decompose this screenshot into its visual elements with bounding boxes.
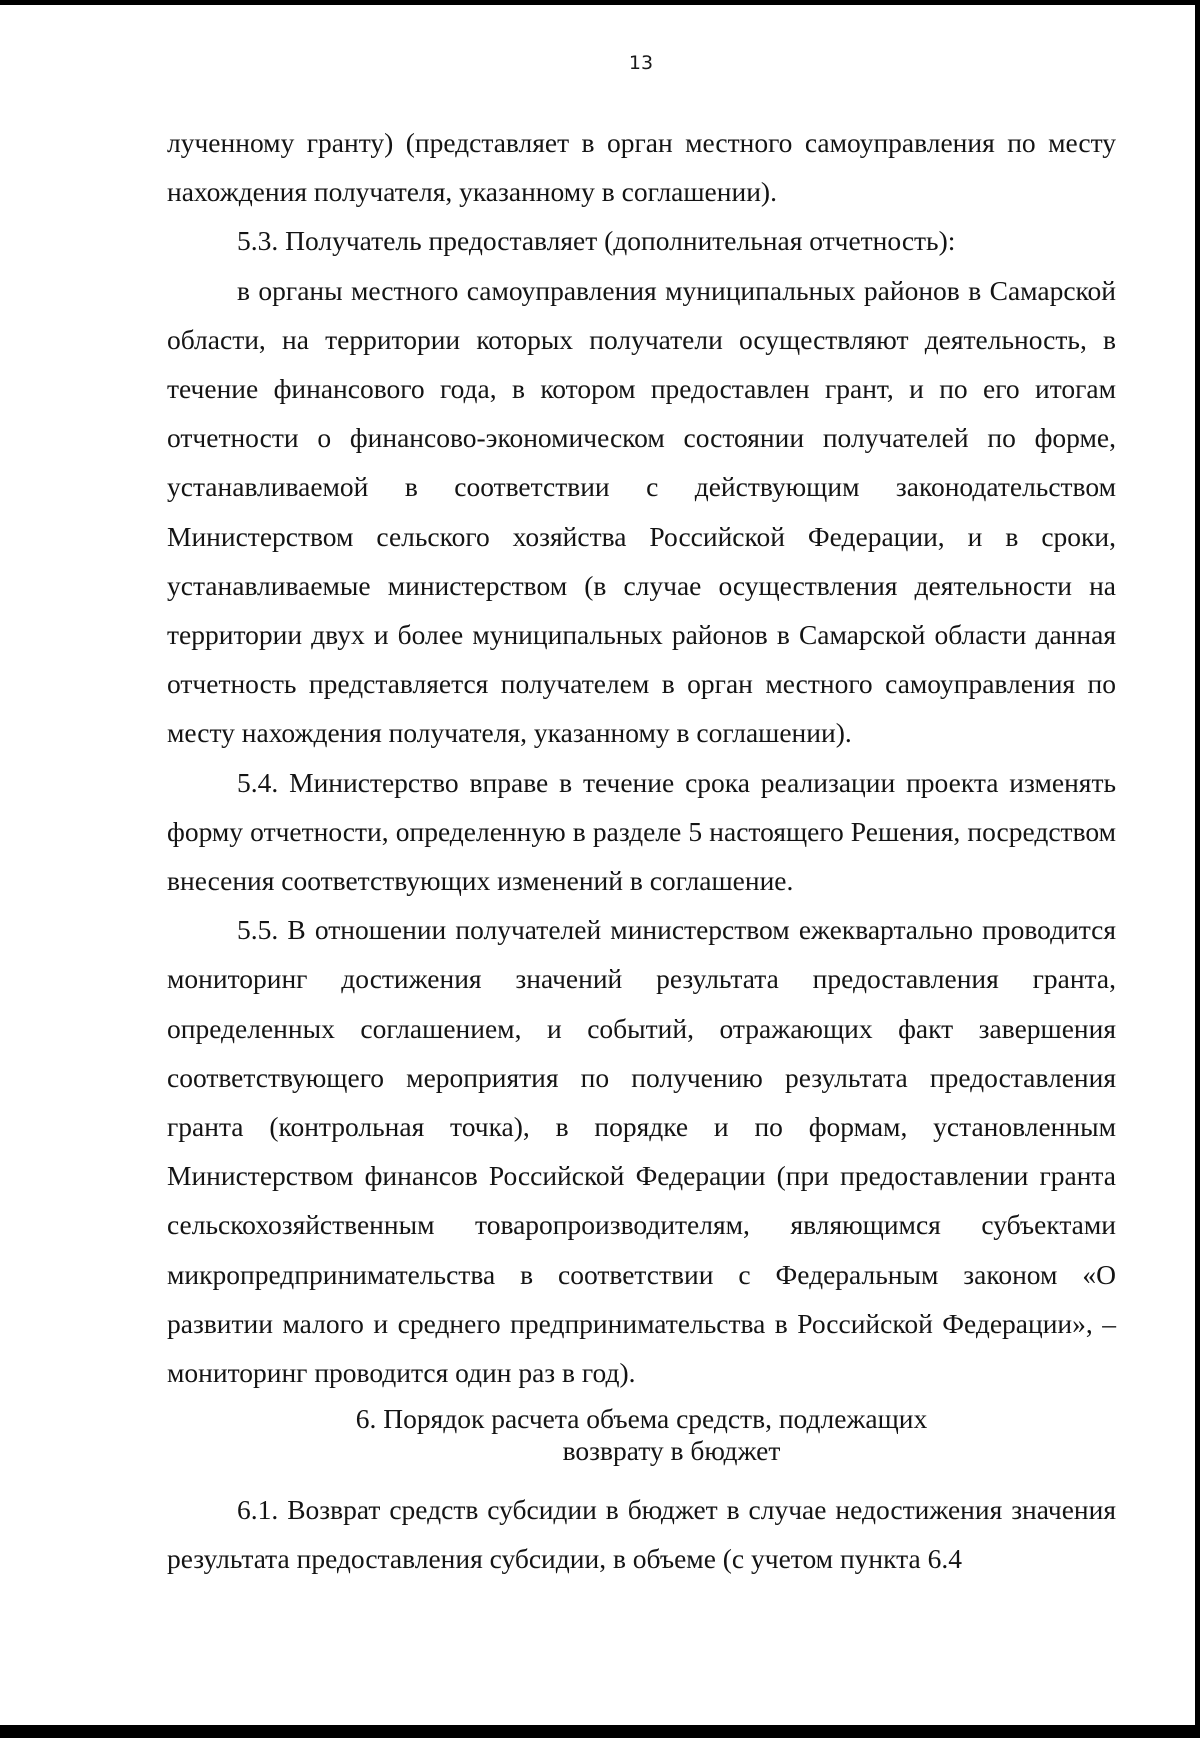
section-heading-line-1: 6. Порядок расчета объема средств, подлежащих xyxy=(355,1403,928,1435)
page-number: 13 xyxy=(628,52,654,74)
paragraph-5-3-body: в органы местного самоуправления муниципальных районов в Самарской области, на территории которых получатели осуществляют деятельность, в течение финансового года, в котором предоставлен грант, и по его итогам отчетности о финансово-экономическом состоянии получателей по форме, устанавливаемой в соответствии с действующим законодательством Министерством сельского хозяйства Российской Федерации, и в сроки, устанавливаемые министерством (в случае осуществления деятельности на территории двух и более муниципальных районов в Самарской области данная отчетность представляется получателем в орган местного самоуправления по месту нахождения получателя, указанному в соглашении). xyxy=(167,274,1116,749)
document-body xyxy=(167,118,1116,1584)
section-heading-line-2: возврату в бюджет xyxy=(562,1435,781,1467)
scan-border-right xyxy=(1195,0,1200,1738)
paragraph-6-1: 6.1. Возврат средств субсидии в бюджет в случае недостижения значения результата предоставления субсидии, в объеме (с учетом пункта 6.4 xyxy=(167,1494,1116,1575)
scan-border-top xyxy=(0,0,1200,5)
section-heading-6 xyxy=(167,1403,1116,1467)
paragraph-5-5: 5.5. В отношении получателей министерством ежеквартально проводится мониторинг достижения значений результата предоставления гранта, определенных соглашением, и событий, отражающих факт завершения соответствующего мероприятия по получению результата предоставления гранта (контрольная точка), в порядке и по формам, установленным Министерством финансов Российской Федерации (при предоставлении гранта сельскохозяйственным товаропроизводителям, являющимся субъектами микропредпринимательства в соответствии с Федеральным законом «О развитии малого и среднего предпринимательства в Российской Федерации», – мониторинг проводится один раз в год). xyxy=(167,914,1116,1389)
scan-border-bottom xyxy=(0,1725,1200,1738)
paragraph-5-4: 5.4. Министерство вправе в течение срока реализации проекта изменять форму отчетности, определенную в разделе 5 настоящего Решения, посредством внесения соответствующих изменений в соглашение. xyxy=(167,766,1116,897)
paragraph-continuation: лученному гранту) (представляет в орган местного самоуправления по месту нахождения получателя, указанному в соглашении). xyxy=(167,127,1116,208)
paragraph-5-3: 5.3. Получатель предоставляет (дополнительная отчетность): xyxy=(237,225,956,257)
